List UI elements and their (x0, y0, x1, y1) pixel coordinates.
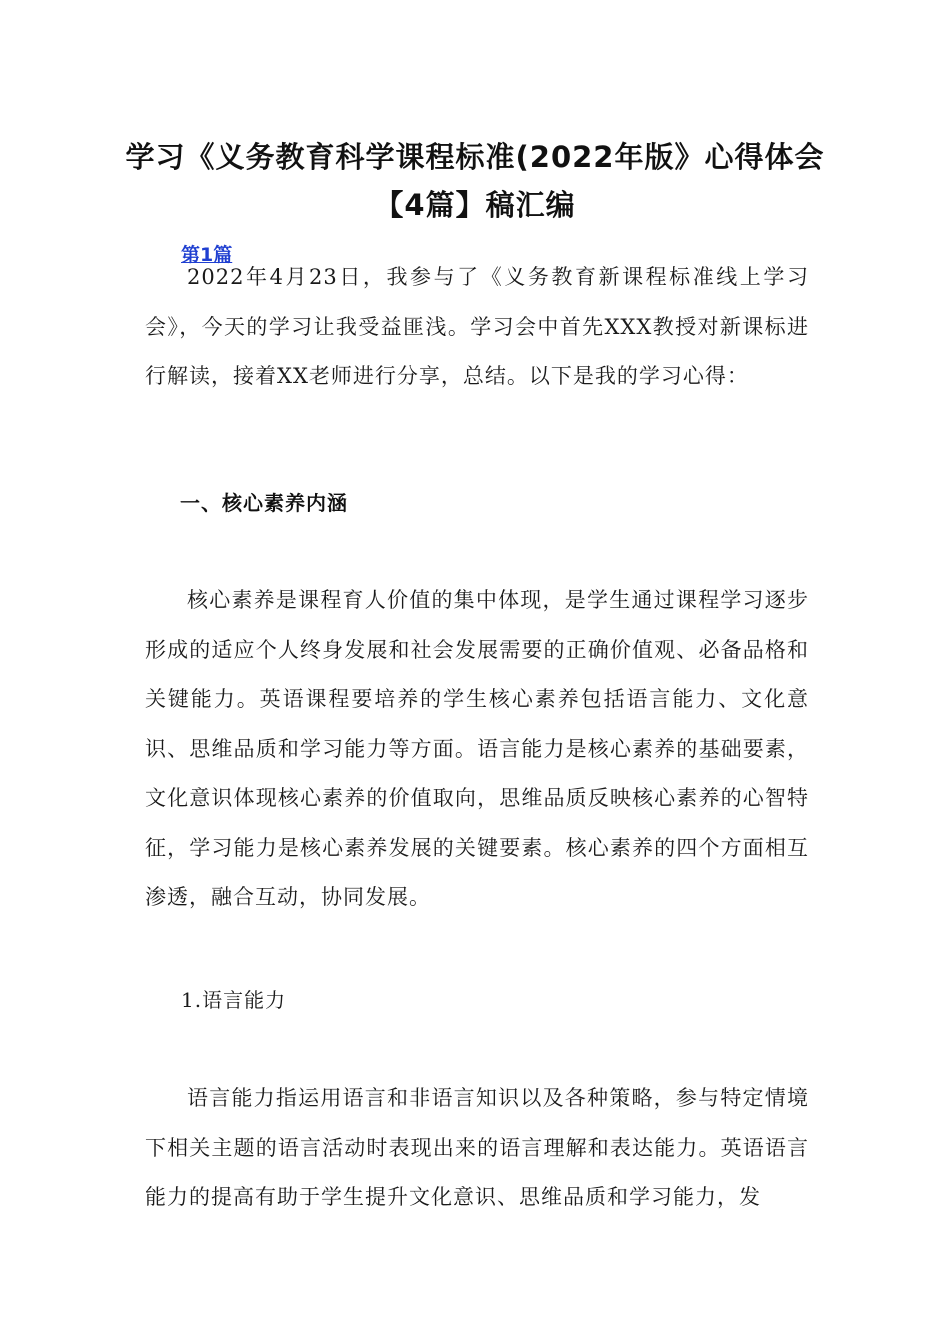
core-literacy-paragraph: 核心素养是课程育人价值的集中体现，是学生通过课程学习逐步形成的适应个人终身发展和社会发展需要的正确价值观、必备品格和关键能力。英语课程要培养的学生核心素养包括语言能力、文化意识、思维品质和学习能力等方面。语言能力是核心素养的基础要素，文化意识体现核心素养的价值取向，思维品质反映核心素养的心智特征，学习能力是核心素养发展的关键要素。核心素养的四个方面相互渗透，融合互动，协同发展。 (145, 588, 809, 909)
section-heading-core-literacy: 一、核心素养内涵 (180, 491, 348, 515)
language-ability-paragraph: 语言能力指运用语言和非语言知识以及各种策略，参与特定情境下相关主题的语言活动时表现出来的语言理解和表达能力。英语语言能力的提高有助于学生提升文化意识、思维品质和学习能力，发 (145, 1086, 809, 1209)
document-title-line-2: 【4篇】稿汇编 (374, 188, 576, 222)
document-title-line-1: 学习《义务教育科学课程标准(2022年版》心得体会 (125, 140, 825, 174)
intro-paragraph: 2022年4月23日，我参与了《义务教育新课程标准线上学习会》，今天的学习让我受益匪浅。学习会中首先XXX教授对新课标进行解读，接着XX老师进行分享，总结。以下是我的学习心得： (145, 265, 809, 388)
subheading-language-ability: 1.语言能力 (181, 988, 287, 1012)
part-1-link[interactable]: 第1篇 (181, 244, 233, 266)
